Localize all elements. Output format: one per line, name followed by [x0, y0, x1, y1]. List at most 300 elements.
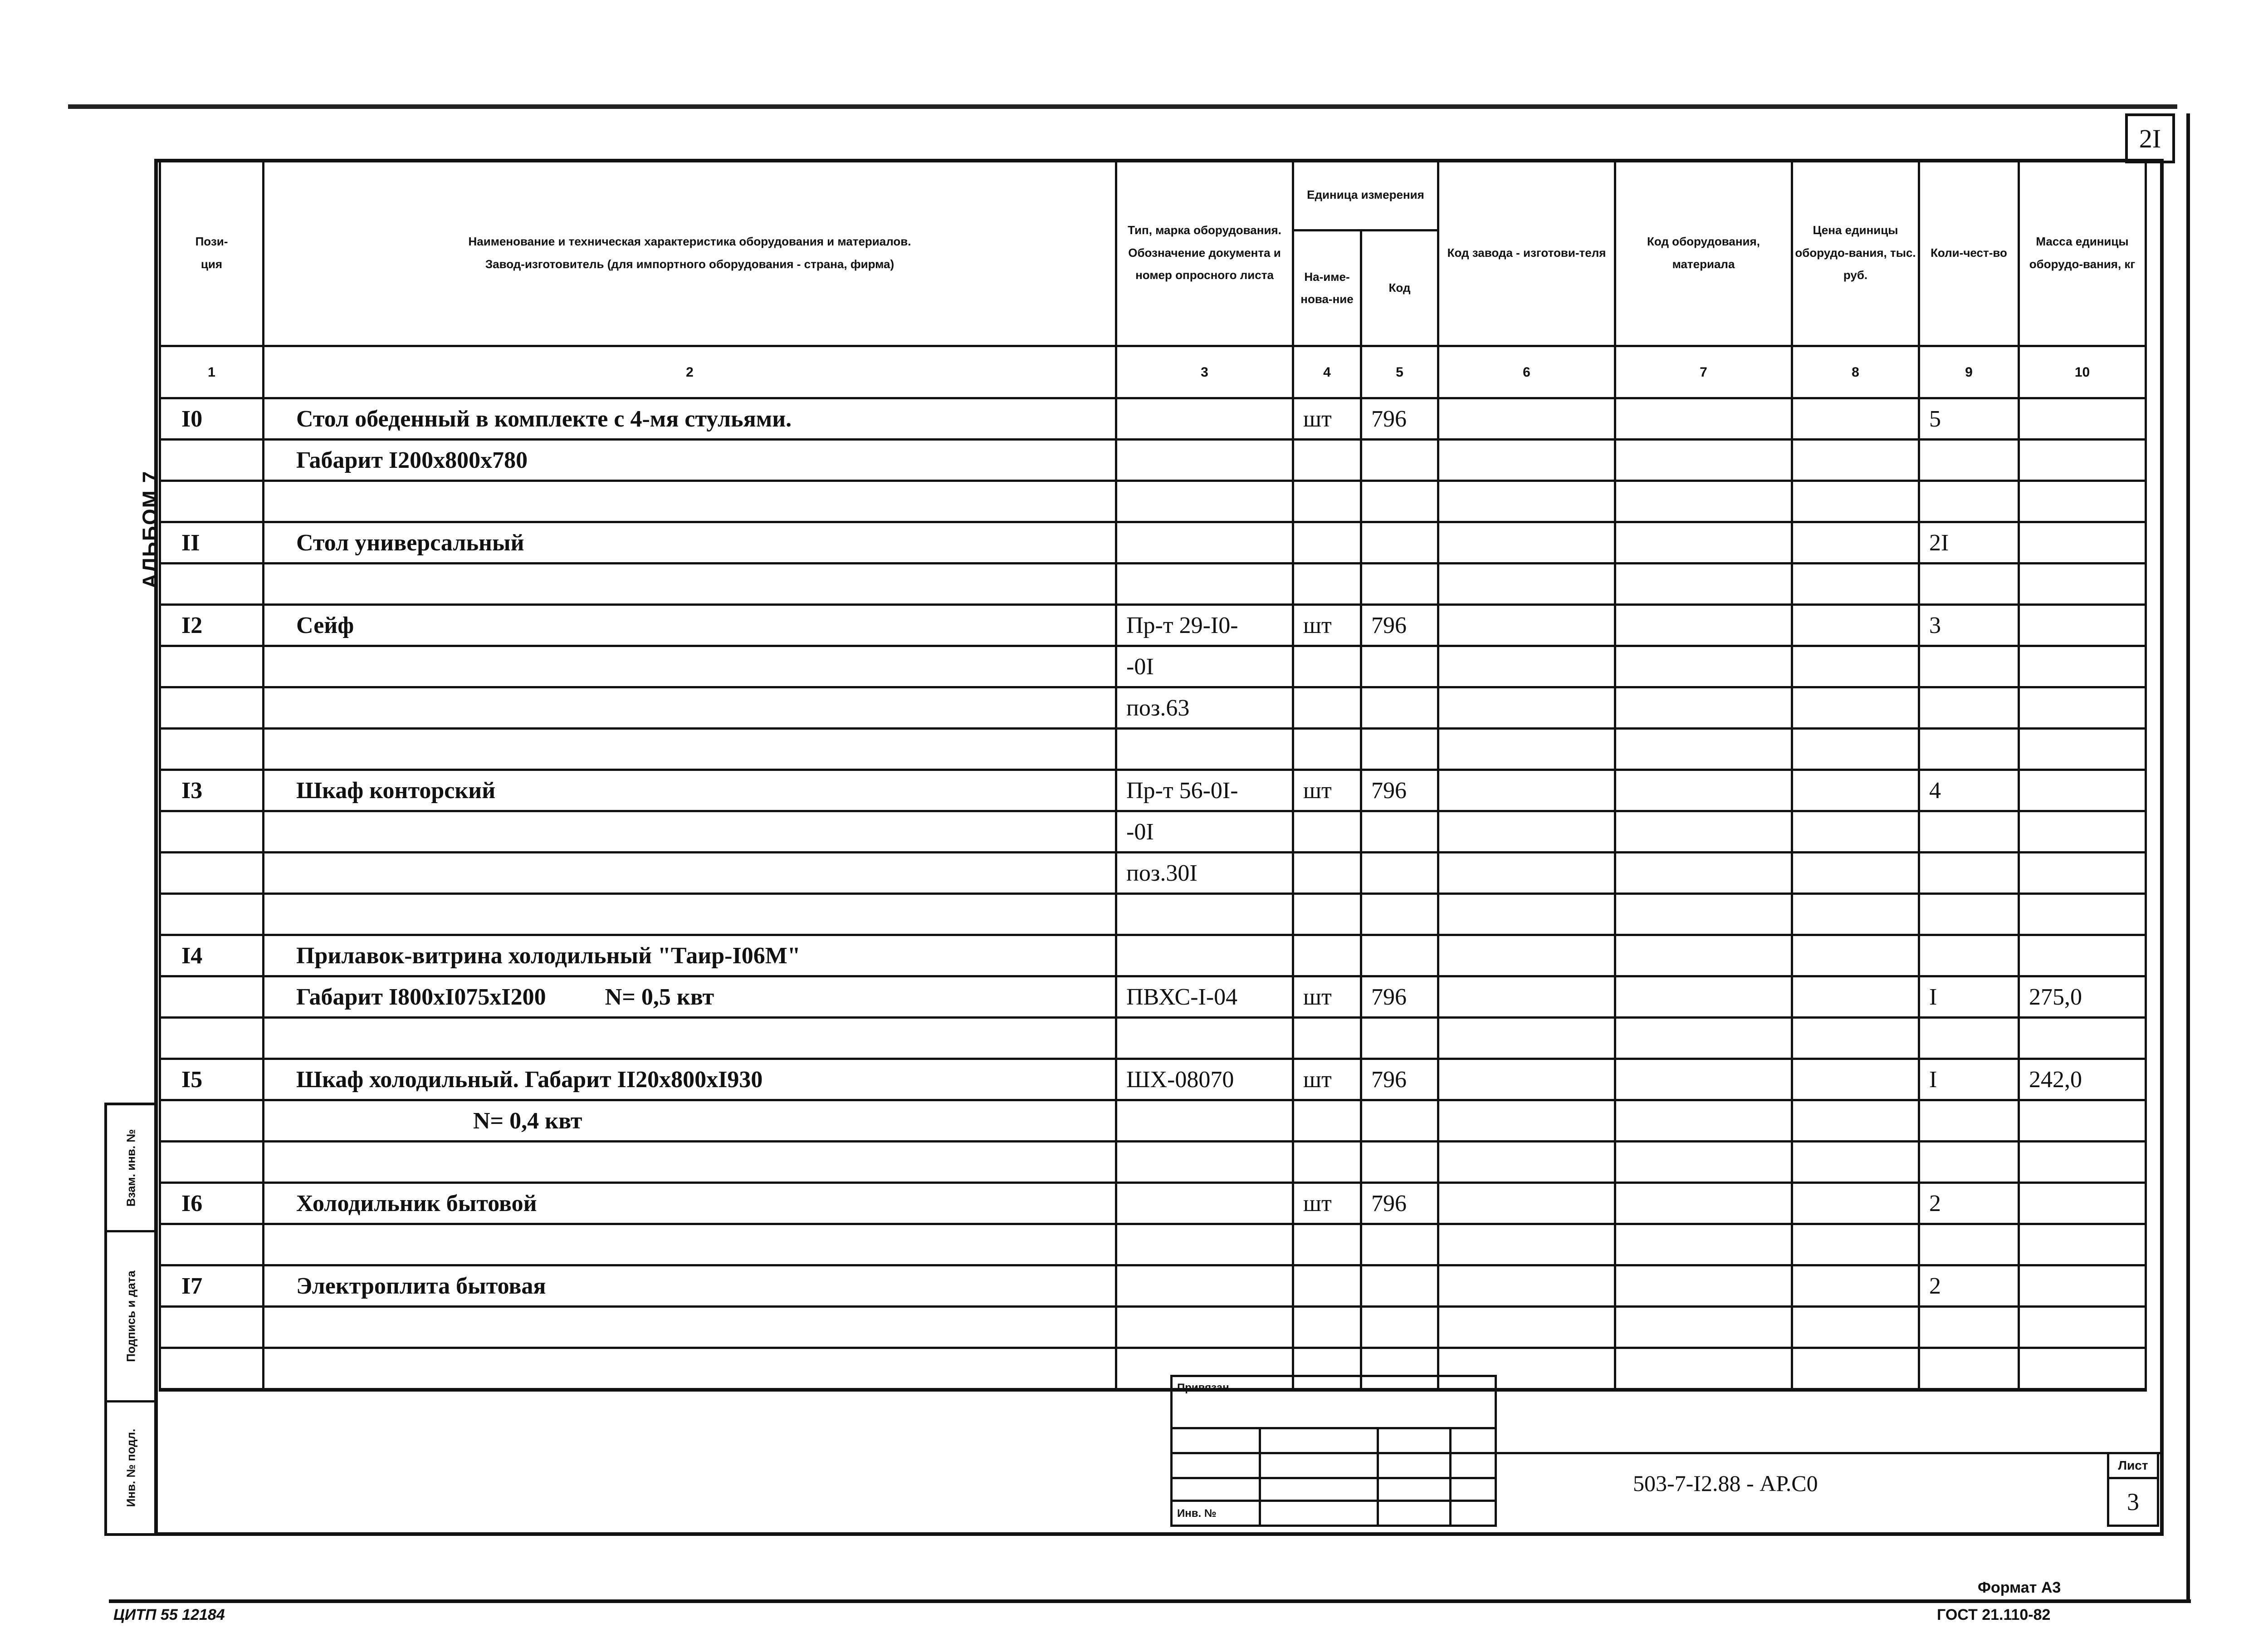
- header-unit-name: На-име-нова-ние: [1293, 230, 1361, 346]
- row-price: [1792, 1059, 1919, 1100]
- row-position: [160, 1224, 264, 1265]
- table-row: [160, 398, 2146, 440]
- header-type: Тип, марка оборудования. Обозначение документа и номер опросного листа: [1116, 160, 1293, 346]
- row-unit-code: [1361, 894, 1438, 935]
- row-name: [264, 894, 1116, 935]
- row-equipment-code: [1615, 976, 1792, 1018]
- row-unit-name: [1293, 481, 1361, 522]
- row-mass: [2019, 1183, 2146, 1224]
- row-equipment-code: [1615, 894, 1792, 935]
- row-mass: [2019, 811, 2146, 853]
- sheet-label: Лист: [2109, 1454, 2157, 1479]
- col-number: 2: [264, 346, 1116, 398]
- row-price: [1792, 811, 1919, 853]
- row-unit-code: [1361, 1142, 1438, 1183]
- row-unit-code: 796: [1361, 1059, 1438, 1100]
- side-label-orig-inv: Инв. № подл.: [124, 1428, 138, 1507]
- row-position: [160, 811, 264, 853]
- row-quantity: I: [1919, 1059, 2019, 1100]
- row-price: [1792, 646, 1919, 687]
- header-unit-group: Единица измерения: [1293, 160, 1438, 230]
- row-quantity: 5: [1919, 398, 2019, 440]
- right-border-line: [2186, 113, 2190, 1602]
- row-price: [1792, 894, 1919, 935]
- row-equipment-code: [1615, 440, 1792, 481]
- row-manufacturer-code: [1438, 1059, 1615, 1100]
- side-cell-signature: [107, 1232, 155, 1402]
- row-position: [160, 440, 264, 481]
- row-mass: [2019, 1265, 2146, 1307]
- row-mass: [2019, 1018, 2146, 1059]
- stamp-rule: [1173, 1427, 1495, 1429]
- row-manufacturer-code: [1438, 1265, 1615, 1307]
- col-number: 6: [1438, 346, 1615, 398]
- table-row: [160, 687, 2146, 729]
- row-mass: [2019, 481, 2146, 522]
- row-position: II: [160, 522, 264, 564]
- format-label: Формат А3: [1978, 1579, 2061, 1596]
- row-equipment-code: [1615, 398, 1792, 440]
- top-border-line: [68, 104, 2177, 109]
- stamp-rule: [1173, 1452, 1495, 1454]
- row-manufacturer-code: [1438, 646, 1615, 687]
- row-price: [1792, 770, 1919, 811]
- row-mass: [2019, 522, 2146, 564]
- row-type: [1116, 1224, 1293, 1265]
- row-unit-name: шт: [1293, 398, 1361, 440]
- row-position: I3: [160, 770, 264, 811]
- row-manufacturer-code: [1438, 1307, 1615, 1348]
- row-unit-name: [1293, 1224, 1361, 1265]
- row-position: I7: [160, 1265, 264, 1307]
- table-row: [160, 1018, 2146, 1059]
- row-type: Пр-т 29-I0-: [1116, 605, 1293, 646]
- table-row: [160, 894, 2146, 935]
- row-quantity: [1919, 729, 2019, 770]
- row-type: [1116, 1265, 1293, 1307]
- header-unit-code: Код: [1361, 230, 1438, 346]
- row-type: [1116, 398, 1293, 440]
- row-name: [264, 564, 1116, 605]
- row-unit-code: [1361, 729, 1438, 770]
- row-unit-code: [1361, 522, 1438, 564]
- row-unit-code: [1361, 687, 1438, 729]
- row-unit-code: 796: [1361, 605, 1438, 646]
- row-price: [1792, 1142, 1919, 1183]
- table-row: [160, 1265, 2146, 1307]
- col-number: 9: [1919, 346, 2019, 398]
- table-row: [160, 976, 2146, 1018]
- row-quantity: [1919, 894, 2019, 935]
- row-name: [264, 481, 1116, 522]
- row-type: [1116, 1100, 1293, 1142]
- row-unit-code: [1361, 853, 1438, 894]
- row-unit-code: [1361, 811, 1438, 853]
- row-equipment-code: [1615, 1100, 1792, 1142]
- row-position: [160, 564, 264, 605]
- row-unit-name: шт: [1293, 976, 1361, 1018]
- table-row: [160, 853, 2146, 894]
- table-row: [160, 770, 2146, 811]
- stamp-rule: [1173, 1500, 1495, 1502]
- row-unit-name: [1293, 1142, 1361, 1183]
- row-type: [1116, 522, 1293, 564]
- row-price: [1792, 729, 1919, 770]
- row-type: [1116, 1183, 1293, 1224]
- table-row: [160, 1100, 2146, 1142]
- document-id: 503-7-I2.88 - АР.С0: [1633, 1471, 1818, 1496]
- header-equipment-code: Код оборудования, материала: [1615, 160, 1792, 346]
- row-equipment-code: [1615, 1142, 1792, 1183]
- row-quantity: 4: [1919, 770, 2019, 811]
- row-name: [264, 1307, 1116, 1348]
- row-equipment-code: [1615, 853, 1792, 894]
- stamp-rule: [1377, 1427, 1379, 1525]
- row-unit-code: [1361, 1018, 1438, 1059]
- row-manufacturer-code: [1438, 605, 1615, 646]
- header-name-line1: Наименование и техническая характеристика оборудования и материалов.: [468, 235, 911, 249]
- row-unit-code: [1361, 1100, 1438, 1142]
- row-manufacturer-code: [1438, 687, 1615, 729]
- row-price: [1792, 1307, 1919, 1348]
- top-sheet-number: 2I: [2125, 113, 2175, 163]
- row-price: [1792, 1018, 1919, 1059]
- row-mass: [2019, 605, 2146, 646]
- header-name: [264, 160, 1116, 346]
- header-quantity: Коли-чест-во: [1919, 160, 2019, 346]
- row-position: [160, 481, 264, 522]
- row-manufacturer-code: [1438, 935, 1615, 976]
- row-quantity: 2: [1919, 1183, 2019, 1224]
- binding-stamp: [1170, 1375, 1497, 1527]
- row-price: [1792, 1100, 1919, 1142]
- row-type: -0I: [1116, 811, 1293, 853]
- header-mass: Масса единицы оборудо-вания, кг: [2019, 160, 2146, 346]
- row-mass: 275,0: [2019, 976, 2146, 1018]
- row-price: [1792, 687, 1919, 729]
- row-type: [1116, 1142, 1293, 1183]
- row-equipment-code: [1615, 687, 1792, 729]
- row-position: [160, 853, 264, 894]
- bottom-border-line: [109, 1599, 2191, 1603]
- row-manufacturer-code: [1438, 1100, 1615, 1142]
- row-price: [1792, 935, 1919, 976]
- row-type: [1116, 440, 1293, 481]
- table-row: [160, 1307, 2146, 1348]
- row-equipment-code: [1615, 770, 1792, 811]
- row-name: Стол обеденный в комплекте с 4-мя стульями.: [264, 398, 1116, 440]
- row-quantity: [1919, 1348, 2019, 1390]
- row-manufacturer-code: [1438, 440, 1615, 481]
- row-name: Электроплита бытовая: [264, 1265, 1116, 1307]
- row-manufacturer-code: [1438, 894, 1615, 935]
- row-unit-name: [1293, 853, 1361, 894]
- row-equipment-code: [1615, 1224, 1792, 1265]
- row-position: [160, 976, 264, 1018]
- row-unit-name: [1293, 1100, 1361, 1142]
- row-mass: [2019, 853, 2146, 894]
- row-position: [160, 729, 264, 770]
- row-type: [1116, 729, 1293, 770]
- row-price: [1792, 1224, 1919, 1265]
- table-row: [160, 646, 2146, 687]
- row-price: [1792, 1265, 1919, 1307]
- row-price: [1792, 440, 1919, 481]
- row-manufacturer-code: [1438, 811, 1615, 853]
- row-manufacturer-code: [1438, 522, 1615, 564]
- row-quantity: [1919, 646, 2019, 687]
- row-price: [1792, 976, 1919, 1018]
- header-price: Цена единицы оборудо-вания, тыс. руб.: [1792, 160, 1919, 346]
- row-unit-name: [1293, 935, 1361, 976]
- row-manufacturer-code: [1438, 1224, 1615, 1265]
- row-position: I4: [160, 935, 264, 976]
- row-mass: [2019, 687, 2146, 729]
- row-equipment-code: [1615, 935, 1792, 976]
- row-equipment-code: [1615, 481, 1792, 522]
- album-label: АЛЬБОМ 7: [138, 470, 162, 589]
- row-equipment-code: [1615, 1183, 1792, 1224]
- row-quantity: [1919, 481, 2019, 522]
- row-quantity: [1919, 935, 2019, 976]
- row-equipment-code: [1615, 1265, 1792, 1307]
- table-row: [160, 605, 2146, 646]
- side-cell-replace-inv: [107, 1105, 155, 1232]
- row-manufacturer-code: [1438, 729, 1615, 770]
- col-number: 10: [2019, 346, 2146, 398]
- row-name: [264, 646, 1116, 687]
- row-unit-code: 796: [1361, 1183, 1438, 1224]
- row-name: [264, 853, 1116, 894]
- row-type: [1116, 935, 1293, 976]
- stamp-rule: [1449, 1427, 1452, 1525]
- row-position: [160, 1142, 264, 1183]
- title-block-rule: [1497, 1452, 2164, 1454]
- row-unit-name: [1293, 687, 1361, 729]
- row-manufacturer-code: [1438, 853, 1615, 894]
- row-price: [1792, 522, 1919, 564]
- row-unit-code: 796: [1361, 398, 1438, 440]
- row-type: [1116, 564, 1293, 605]
- side-label-signature: Подпись и дата: [124, 1270, 138, 1362]
- row-unit-code: [1361, 1224, 1438, 1265]
- row-equipment-code: [1615, 811, 1792, 853]
- row-unit-name: [1293, 440, 1361, 481]
- row-position: [160, 687, 264, 729]
- row-manufacturer-code: [1438, 398, 1615, 440]
- row-manufacturer-code: [1438, 1142, 1615, 1183]
- row-position: I6: [160, 1183, 264, 1224]
- col-number: 7: [1615, 346, 1792, 398]
- row-name: [264, 687, 1116, 729]
- row-quantity: 2I: [1919, 522, 2019, 564]
- row-unit-name: [1293, 1265, 1361, 1307]
- stamp-rule: [1173, 1477, 1495, 1479]
- header-manufacturer-code: Код завода - изготови-теля: [1438, 160, 1615, 346]
- row-price: [1792, 605, 1919, 646]
- row-name: Холодильник бытовой: [264, 1183, 1116, 1224]
- row-quantity: [1919, 1224, 2019, 1265]
- row-quantity: [1919, 440, 2019, 481]
- row-unit-code: [1361, 440, 1438, 481]
- specification-body: [160, 398, 2146, 1390]
- row-name: Габарит I200x800x780: [264, 440, 1116, 481]
- stamp-header: Привязан: [1177, 1382, 1229, 1394]
- row-name: [264, 1224, 1116, 1265]
- row-unit-name: [1293, 564, 1361, 605]
- gost-label: ГОСТ 21.110-82: [1937, 1606, 2051, 1623]
- row-name: Габарит I800xI075xI200 N= 0,5 квт: [264, 976, 1116, 1018]
- row-equipment-code: [1615, 1018, 1792, 1059]
- row-quantity: [1919, 687, 2019, 729]
- table-row: [160, 564, 2146, 605]
- table-row: [160, 1224, 2146, 1265]
- row-type: [1116, 1018, 1293, 1059]
- row-position: I2: [160, 605, 264, 646]
- row-manufacturer-code: [1438, 481, 1615, 522]
- col-number: 3: [1116, 346, 1293, 398]
- row-position: I5: [160, 1059, 264, 1100]
- row-position: [160, 894, 264, 935]
- row-mass: [2019, 1307, 2146, 1348]
- side-label-replace-inv: Взам. инв. №: [124, 1129, 138, 1206]
- row-name: [264, 1018, 1116, 1059]
- row-unit-name: [1293, 894, 1361, 935]
- row-position: [160, 646, 264, 687]
- col-number: 5: [1361, 346, 1438, 398]
- row-type: поз.30I: [1116, 853, 1293, 894]
- row-mass: [2019, 646, 2146, 687]
- row-unit-name: [1293, 1307, 1361, 1348]
- row-name: Сейф: [264, 605, 1116, 646]
- row-mass: [2019, 1100, 2146, 1142]
- row-name: Стол универсальный: [264, 522, 1116, 564]
- row-type: [1116, 481, 1293, 522]
- row-quantity: [1919, 1307, 2019, 1348]
- row-quantity: [1919, 853, 2019, 894]
- row-manufacturer-code: [1438, 564, 1615, 605]
- row-name: Шкаф конторский: [264, 770, 1116, 811]
- row-unit-code: 796: [1361, 976, 1438, 1018]
- row-quantity: [1919, 564, 2019, 605]
- row-equipment-code: [1615, 605, 1792, 646]
- row-position: [160, 1018, 264, 1059]
- row-unit-code: [1361, 935, 1438, 976]
- row-equipment-code: [1615, 729, 1792, 770]
- side-cell-orig-inv: [107, 1402, 155, 1533]
- row-price: [1792, 1348, 1919, 1390]
- row-mass: [2019, 1142, 2146, 1183]
- row-mass: [2019, 894, 2146, 935]
- row-manufacturer-code: [1438, 1183, 1615, 1224]
- stamp-rule: [1259, 1427, 1261, 1525]
- row-mass: [2019, 564, 2146, 605]
- row-unit-name: [1293, 729, 1361, 770]
- sheet-value: 3: [2127, 1488, 2139, 1515]
- row-unit-code: [1361, 564, 1438, 605]
- row-unit-code: [1361, 481, 1438, 522]
- table-row: [160, 481, 2146, 522]
- row-mass: 242,0: [2019, 1059, 2146, 1100]
- row-equipment-code: [1615, 1307, 1792, 1348]
- row-unit-name: шт: [1293, 1183, 1361, 1224]
- row-name: Прилавок-витрина холодильный "Таир-I06М": [264, 935, 1116, 976]
- row-unit-code: 796: [1361, 770, 1438, 811]
- table-row: [160, 1348, 2146, 1390]
- row-name: N= 0,4 квт: [264, 1100, 1116, 1142]
- col-number: 8: [1792, 346, 1919, 398]
- row-mass: [2019, 935, 2146, 976]
- row-equipment-code: [1615, 564, 1792, 605]
- row-unit-name: шт: [1293, 770, 1361, 811]
- col-number: 4: [1293, 346, 1361, 398]
- row-type: поз.63: [1116, 687, 1293, 729]
- row-manufacturer-code: [1438, 770, 1615, 811]
- table-row: [160, 522, 2146, 564]
- table-row: [160, 1059, 2146, 1100]
- row-type: ПВХС-I-04: [1116, 976, 1293, 1018]
- row-unit-name: [1293, 522, 1361, 564]
- row-position: [160, 1307, 264, 1348]
- row-price: [1792, 564, 1919, 605]
- row-position: [160, 1100, 264, 1142]
- row-unit-name: шт: [1293, 605, 1361, 646]
- row-mass: [2019, 398, 2146, 440]
- row-type: Пр-т 56-0I-: [1116, 770, 1293, 811]
- row-type: ШХ-08070: [1116, 1059, 1293, 1100]
- row-name: [264, 729, 1116, 770]
- table-row: [160, 935, 2146, 976]
- row-mass: [2019, 770, 2146, 811]
- col-number: 1: [160, 346, 264, 398]
- row-name: [264, 1348, 1116, 1390]
- row-name: Шкаф холодильный. Габарит II20x800xI930: [264, 1059, 1116, 1100]
- header-position: Пози- ция: [160, 160, 264, 346]
- row-price: [1792, 398, 1919, 440]
- side-stamp: [104, 1103, 158, 1536]
- table-row: [160, 1142, 2146, 1183]
- row-equipment-code: [1615, 522, 1792, 564]
- row-position: [160, 1348, 264, 1390]
- row-quantity: [1919, 1100, 2019, 1142]
- row-type: -0I: [1116, 646, 1293, 687]
- row-name: [264, 811, 1116, 853]
- row-equipment-code: [1615, 646, 1792, 687]
- row-type: [1116, 894, 1293, 935]
- row-manufacturer-code: [1438, 976, 1615, 1018]
- row-unit-name: [1293, 1018, 1361, 1059]
- row-unit-code: [1361, 1307, 1438, 1348]
- row-price: [1792, 481, 1919, 522]
- row-manufacturer-code: [1438, 1018, 1615, 1059]
- table-row: [160, 1183, 2146, 1224]
- row-quantity: [1919, 1142, 2019, 1183]
- table-row: [160, 729, 2146, 770]
- row-unit-name: шт: [1293, 1059, 1361, 1100]
- row-quantity: 2: [1919, 1265, 2019, 1307]
- row-mass: [2019, 440, 2146, 481]
- row-quantity: [1919, 811, 2019, 853]
- row-unit-code: [1361, 1265, 1438, 1307]
- header-name-line2: Завод-изготовитель (для импортного оборудования - страна, фирма): [485, 257, 894, 271]
- row-unit-name: [1293, 811, 1361, 853]
- row-unit-code: [1361, 646, 1438, 687]
- row-unit-name: [1293, 646, 1361, 687]
- row-quantity: 3: [1919, 605, 2019, 646]
- row-equipment-code: [1615, 1059, 1792, 1100]
- row-price: [1792, 853, 1919, 894]
- table-row: [160, 440, 2146, 481]
